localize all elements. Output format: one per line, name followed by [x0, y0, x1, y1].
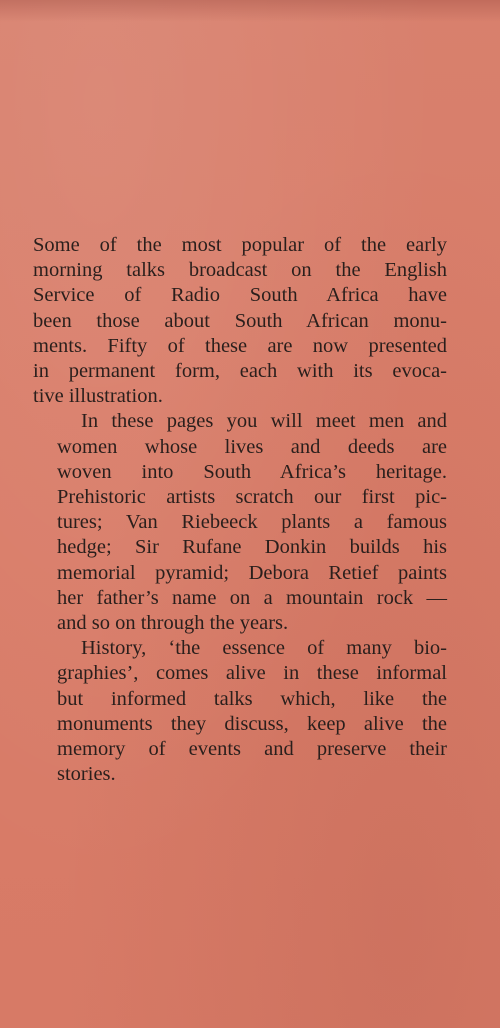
blurb-line: and so on through the years. — [57, 612, 289, 635]
blurb-line: memorial pyramid; Debora Retief paints — [57, 561, 447, 584]
blurb-line: morning talks broadcast on the English — [33, 259, 447, 282]
blurb-line: Service of Radio South Africa have — [33, 284, 447, 307]
blurb-line: her father’s name on a mountain rock — — [57, 586, 447, 609]
page-top-edge-shadow — [0, 0, 500, 22]
blurb-line: memory of events and preserve their — [57, 738, 447, 761]
blurb-line: hedge; Sir Rufane Donkin builds his — [57, 536, 447, 559]
blurb-line: in permanent form, each with its evoca- — [33, 360, 447, 383]
blurb-line: but informed talks which, like the — [57, 687, 447, 710]
blurb-line: Some of the most popular of the early — [33, 234, 447, 256]
blurb-line: graphies’, comes alive in these informal — [57, 662, 447, 685]
blurb-line: Prehistoric artists scratch our first pic- — [57, 486, 447, 509]
blurb-line: women whose lives and deeds are — [57, 435, 447, 458]
blurb-line: tures; Van Riebeeck plants a famous — [57, 511, 447, 534]
blurb-line: woven into South Africa’s heritage. — [57, 460, 447, 483]
blurb-line: History, ‘the essence of many bio- — [81, 637, 447, 660]
blurb-paragraph-1 — [33, 233, 447, 409]
blurb-text — [33, 233, 447, 787]
blurb-line: In these pages you will meet men and — [81, 410, 447, 433]
blurb-line: ments. Fifty of these are now presented — [33, 334, 447, 357]
blurb-line: been those about South African monu- — [33, 309, 447, 332]
blurb-paragraph-2 — [33, 409, 447, 636]
blurb-line: monuments they discuss, keep alive the — [57, 712, 447, 735]
blurb-paragraph-3 — [33, 636, 447, 787]
blurb-line: tive illustration. — [33, 385, 163, 408]
blurb-line: stories. — [57, 763, 116, 786]
